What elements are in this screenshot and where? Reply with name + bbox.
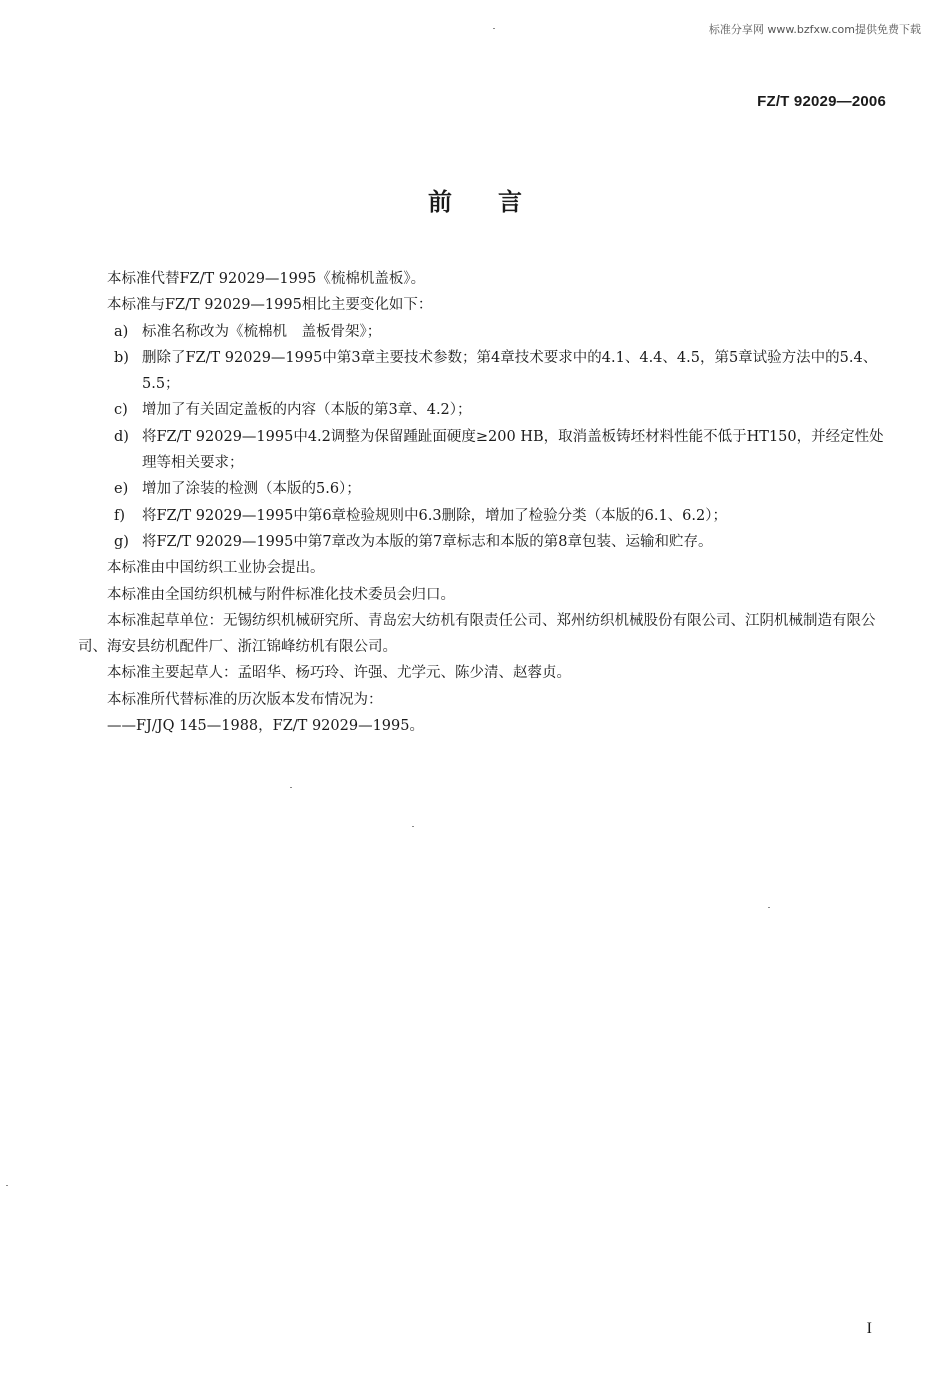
change-item: [78, 476, 890, 502]
scan-speck: [412, 826, 414, 827]
scan-speck: [768, 907, 770, 908]
scan-speck: [6, 1185, 8, 1186]
list-marker: f): [114, 507, 126, 524]
foreword-body: [78, 266, 890, 739]
change-item: [78, 345, 890, 398]
replace-paragraph: 本标准代替FZ/T 92029—1995《梳棉机盖板》。: [107, 271, 426, 287]
changes-intro-paragraph: 本标准与FZ/T 92029—1995相比主要变化如下：: [107, 297, 433, 314]
watermark-text: 标准分享网 www.bzfxw.com提供免费下载: [708, 23, 921, 36]
change-text: 将FZ/T 92029—1995中4.2调整为保留踵趾面硬度≥200 HB，取消盖板铸坯材料性能不低于HT150，并经定性处理等相关要求；: [142, 428, 884, 472]
list-marker: g): [114, 533, 129, 550]
change-text: 将FZ/T 92029—1995中第6章检验规则中6.3删除，增加了检验分类（本版的6.1、6.2）；: [142, 507, 727, 524]
change-text: 标准名称改为《梳棉机 盖板骨架》；: [142, 323, 382, 340]
proposed-by-paragraph: 本标准由中国纺织工业协会提出。: [107, 560, 325, 577]
list-marker: a): [114, 323, 129, 340]
change-text: 增加了涂装的检测（本版的5.6）；: [142, 481, 361, 498]
list-marker: c): [114, 402, 128, 419]
change-item: [78, 503, 890, 529]
change-text: 增加了有关固定盖板的内容（本版的第3章、4.2）；: [142, 402, 472, 419]
page-number: I: [866, 1320, 872, 1337]
list-marker: b): [114, 349, 129, 366]
history-versions: ——FJ/JQ 145—1988，FZ/T 92029—1995。: [107, 718, 424, 735]
centralized-by-paragraph: 本标准由全国纺织机械与附件标准化技术委员会归口。: [107, 586, 455, 603]
change-text: 将FZ/T 92029—1995中第7章改为本版的第7章标志和本版的第8章包装、运输和贮存。: [142, 533, 713, 550]
drafters-paragraph: 本标准主要起草人：孟昭华、杨巧玲、许强、尤学元、陈少清、赵蓉贞。: [107, 665, 571, 682]
drafting-units-paragraph: 本标准起草单位：无锡纺织机械研究所、青岛宏大纺机有限责任公司、郑州纺织机械股份有限公司、江阴机械制造有限公司、海安县纺机配件厂、浙江锦峰纺机有限公司。: [78, 612, 876, 656]
scan-speck: [290, 787, 292, 788]
change-item: [78, 424, 890, 477]
change-item: [78, 319, 890, 345]
history-intro-paragraph: 本标准所代替标准的历次版本发布情况为：: [107, 691, 383, 708]
change-text: 删除了FZ/T 92029—1995中第3章主要技术参数；第4章技术要求中的4.1、4.4、4.5，第5章试验方法中的5.4、5.5；: [142, 349, 878, 393]
list-marker: e): [114, 481, 129, 498]
page-title: 前言: [428, 188, 568, 216]
list-marker: d): [114, 428, 129, 445]
standard-code: FZ/T 92029—2006: [757, 93, 886, 110]
change-item: [78, 529, 890, 555]
change-item: [78, 397, 890, 423]
scan-speck: [493, 28, 495, 29]
